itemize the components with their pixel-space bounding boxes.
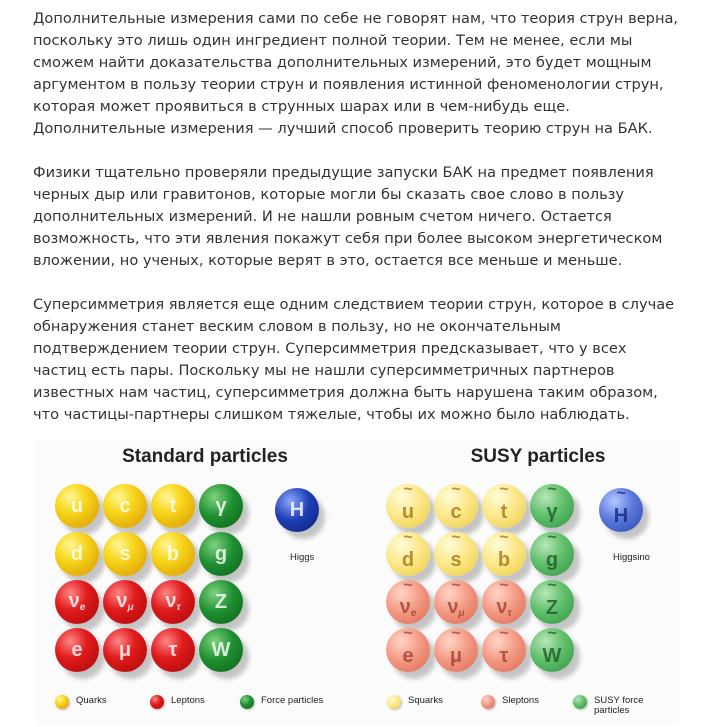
particle-symbol: Z bbox=[214, 591, 228, 613]
particle-symbol: W bbox=[542, 645, 562, 667]
particle-ball-quark bbox=[55, 484, 99, 528]
particle-symbol: b bbox=[166, 543, 180, 565]
tilde-mark: ~ bbox=[547, 529, 557, 546]
particle-symbol: u bbox=[70, 495, 84, 517]
quark-legend-swatch bbox=[55, 695, 69, 709]
particle-symbol: b bbox=[497, 549, 511, 571]
particle-symbol: γ bbox=[215, 495, 227, 517]
susy-particle-ball-force bbox=[530, 481, 574, 528]
squark-legend-swatch bbox=[387, 695, 401, 709]
particle-subscript: τ bbox=[507, 608, 512, 619]
legend-label: Force particles bbox=[261, 695, 324, 706]
particle-symbol: γ bbox=[546, 501, 558, 523]
lepton-legend-swatch bbox=[150, 695, 164, 709]
tilde-mark: ~ bbox=[499, 625, 509, 642]
particle-symbol: Z bbox=[545, 597, 559, 619]
susy-particle-ball-force bbox=[530, 577, 574, 624]
tilde-mark: ~ bbox=[403, 529, 413, 546]
susy-particle-ball-quark bbox=[386, 481, 430, 528]
higgs-label: Higgs bbox=[290, 552, 315, 563]
particle-symbol: $\nu_\tau$ bbox=[496, 596, 512, 619]
particle-subscript: e bbox=[79, 602, 86, 613]
particle-symbol: u bbox=[401, 501, 415, 523]
tilde-mark: ~ bbox=[403, 625, 413, 642]
particle-symbol: t bbox=[500, 501, 508, 523]
particle-ball-lepton bbox=[151, 628, 195, 672]
particle-symbol: s bbox=[119, 543, 131, 565]
susy-particle-ball-lepton bbox=[386, 577, 430, 624]
susy-particle-ball-lepton bbox=[434, 625, 478, 672]
susy-particle-ball-quark bbox=[482, 529, 526, 576]
particle-symbol: $\nu_e$ bbox=[68, 590, 86, 613]
paragraph-extra-dimensions: Дополнительные измерения сами по себе не говорят нам, что теория струн верна, поскольку это лишь один ингредиент полной теории. Тем не менее, если мы сможем найти доказательства дополнительных измерений, это будет мощным аргументом в пользу теории струн и появления истинной феноменологии струн, которая может проявиться в струнных шарах или в чем-нибудь еще. Дополнительные измерения — лучший способ проверить теорию струн на БАК. bbox=[33, 10, 679, 137]
particle-ball-quark bbox=[103, 532, 147, 576]
legend-label: Quarks bbox=[76, 695, 107, 706]
susy-particle-ball-force bbox=[530, 625, 574, 672]
particle-symbol: $\nu_\tau$ bbox=[165, 590, 181, 613]
article-text bbox=[33, 8, 683, 448]
particle-symbol: τ bbox=[499, 645, 509, 667]
tilde-mark: ~ bbox=[499, 577, 509, 594]
standard-legend-force bbox=[240, 696, 323, 709]
particle-ball-force bbox=[199, 484, 243, 528]
higgsino-label: Higgsino bbox=[613, 552, 650, 563]
particle-symbol: $\nu_\mu$ bbox=[116, 590, 134, 613]
particle-symbol: g bbox=[214, 543, 228, 565]
susy-particle-ball-lepton bbox=[482, 625, 526, 672]
particle-ball-lepton bbox=[103, 580, 147, 624]
tilde-mark: ~ bbox=[616, 485, 626, 502]
tilde-mark: ~ bbox=[499, 481, 509, 498]
particle-symbol: d bbox=[401, 549, 415, 571]
particles-figure bbox=[35, 440, 679, 725]
tilde-mark: ~ bbox=[547, 577, 557, 594]
particle-ball-quark bbox=[151, 484, 195, 528]
tilde-mark: ~ bbox=[451, 529, 461, 546]
particle-symbol: $\nu_e$ bbox=[399, 596, 417, 619]
paragraph-lhc-runs: Физики тщательно проверяли предыдущие запуски БАК на предмет появления черных дыр или гравитонов, которые могли бы сказать свое слово в пользу дополнительных измерений. И не нашли ровным счетом ничего. Остается возможность, что эти явления покажут себя при более высоком энергетическом вложении, но ученых, которые верят в это, остается все меньше и меньше. bbox=[33, 164, 663, 269]
particle-symbol: H bbox=[289, 499, 305, 521]
particle-symbol: $\nu_\mu$ bbox=[447, 596, 465, 619]
particle-subscript: e bbox=[410, 608, 417, 619]
particle-subscript: τ bbox=[176, 602, 181, 613]
slepton-legend-swatch bbox=[481, 695, 495, 709]
legend-label: Squarks bbox=[408, 695, 443, 706]
particle-symbol: H bbox=[613, 505, 629, 527]
particle-symbol: s bbox=[450, 549, 462, 571]
susy-particle-ball-force bbox=[530, 529, 574, 576]
susy-particle-ball-lepton bbox=[434, 577, 478, 624]
particle-symbol: e bbox=[71, 639, 83, 661]
susy-legend-squarks bbox=[387, 696, 443, 709]
force-legend-swatch bbox=[240, 695, 254, 709]
particle-symbol: μ bbox=[118, 639, 132, 661]
susy-force-legend-swatch bbox=[573, 695, 587, 709]
legend-label: SUSY force particles bbox=[594, 695, 644, 716]
particle-symbol: e bbox=[402, 645, 414, 667]
particle-symbol: c bbox=[119, 495, 131, 517]
standard-particles-title: Standard particles bbox=[122, 446, 288, 467]
particle-subscript: μ bbox=[127, 602, 134, 613]
tilde-mark: ~ bbox=[499, 529, 509, 546]
particle-subscript: μ bbox=[458, 608, 465, 619]
particle-ball-force bbox=[199, 628, 243, 672]
particle-ball-force bbox=[199, 532, 243, 576]
susy-particles-title: SUSY particles bbox=[470, 446, 606, 467]
particle-symbol: t bbox=[169, 495, 177, 517]
particle-symbol: g bbox=[545, 549, 559, 571]
particle-ball-lepton bbox=[55, 628, 99, 672]
particle-ball-quark bbox=[103, 484, 147, 528]
higgsino-ball bbox=[599, 485, 643, 532]
particle-symbol: W bbox=[211, 639, 231, 661]
standard-legend-leptons bbox=[150, 696, 205, 709]
standard-legend-quarks bbox=[55, 696, 107, 709]
susy-particle-ball-quark bbox=[386, 529, 430, 576]
particle-ball-quark bbox=[55, 532, 99, 576]
susy-particle-ball-quark bbox=[434, 481, 478, 528]
susy-particle-ball-lepton bbox=[386, 625, 430, 672]
tilde-mark: ~ bbox=[547, 625, 557, 642]
particle-ball-lepton bbox=[103, 628, 147, 672]
susy-particle-ball-lepton bbox=[482, 577, 526, 624]
susy-particle-ball-quark bbox=[434, 529, 478, 576]
paragraph-supersymmetry: Суперсимметрия является еще одним следствием теории струн, которое в случае обнаружения станет веским словом в пользу, но не окончательным подтверждением теории струн. Суперсимметрия предсказывает, что у всех частиц есть пары. Поскольку мы не нашли суперсимметричных партнеров известных нам частиц, суперсимметрия должна быть нарушена таким образом, что частицы-партнеры слишком тяжелые, чтобы их можно было наблюдать. bbox=[33, 296, 675, 423]
particle-ball-lepton bbox=[151, 580, 195, 624]
particle-symbol: c bbox=[450, 501, 462, 523]
higgs-ball bbox=[275, 488, 319, 532]
tilde-mark: ~ bbox=[403, 577, 413, 594]
particle-symbol: τ bbox=[168, 639, 178, 661]
particle-ball-quark bbox=[151, 532, 195, 576]
legend-label: Leptons bbox=[171, 695, 205, 706]
susy-particle-ball-quark bbox=[482, 481, 526, 528]
legend-label: Sleptons bbox=[502, 695, 539, 706]
tilde-mark: ~ bbox=[451, 577, 461, 594]
tilde-mark: ~ bbox=[403, 481, 413, 498]
tilde-mark: ~ bbox=[451, 481, 461, 498]
tilde-mark: ~ bbox=[547, 481, 557, 498]
particle-symbol: μ bbox=[449, 645, 463, 667]
particle-ball-force bbox=[199, 580, 243, 624]
tilde-mark: ~ bbox=[451, 625, 461, 642]
particle-ball-lepton bbox=[55, 580, 99, 624]
susy-legend-force bbox=[573, 696, 652, 716]
particle-symbol: d bbox=[70, 543, 84, 565]
susy-legend-sleptons bbox=[481, 696, 539, 709]
